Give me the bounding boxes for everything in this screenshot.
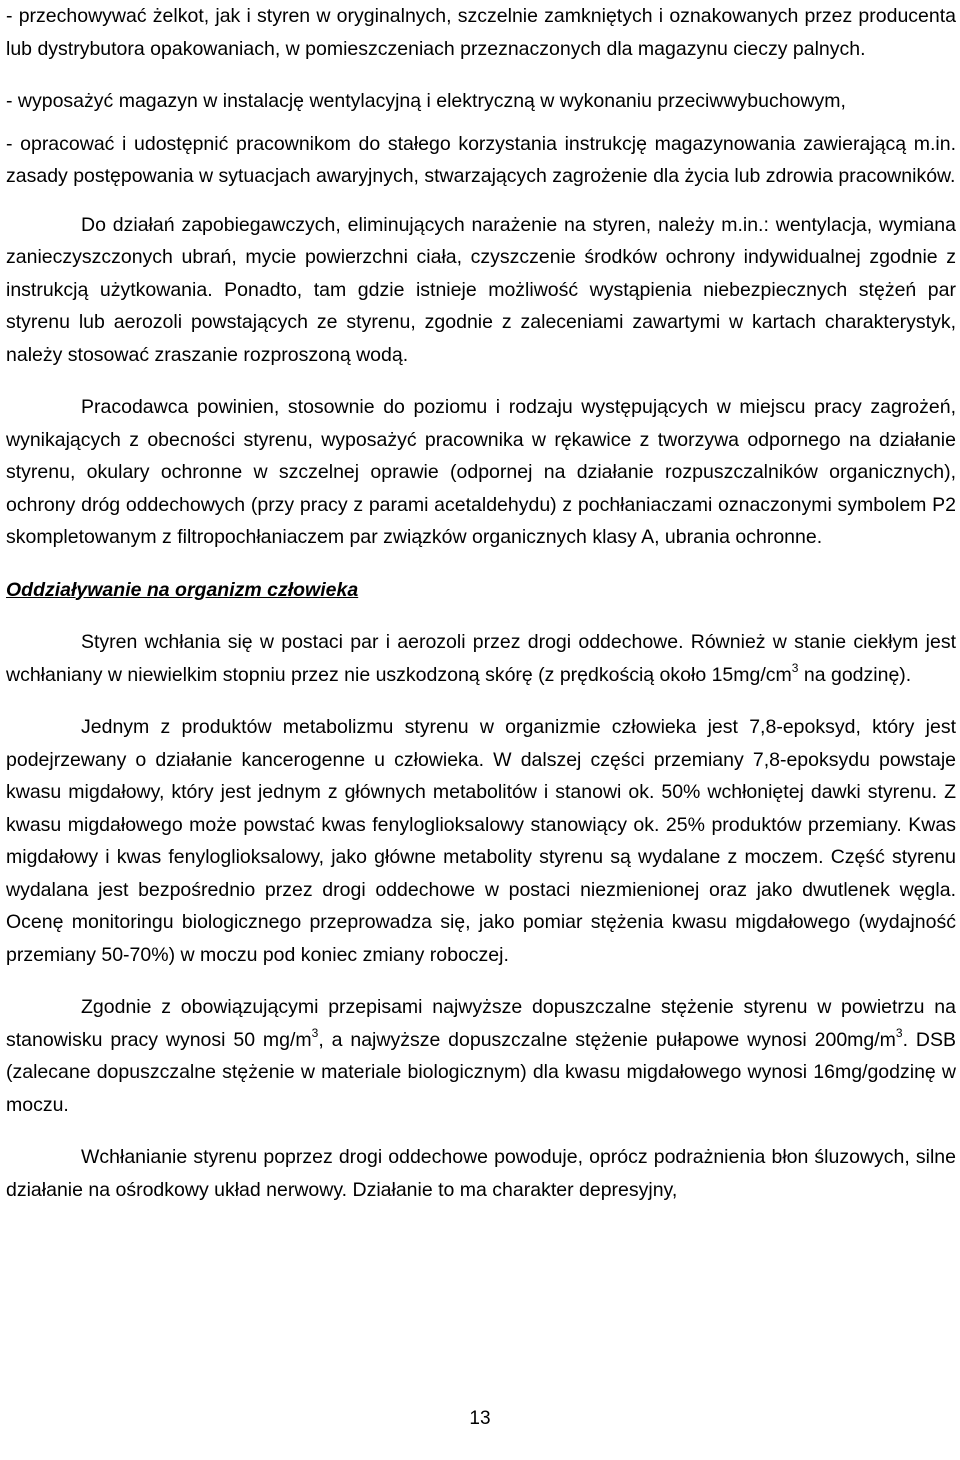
document-page [6, 0, 956, 1206]
absorption-text-end: na godzinę). [798, 663, 912, 686]
limits-text-2: , a najwyższe dopuszczalne stężenie pułapowe wynosi 200mg/m [318, 1028, 896, 1051]
heading-text: Oddziaływanie na organizm człowieka [6, 578, 359, 601]
paragraph-limits [6, 991, 956, 1121]
paragraph-metabolism: Jednym z produktów metabolizmu styrenu w organizmie człowieka jest 7,8-epoksyd, który jest podejrzewany o działanie kancerogenne u człowieka. W dalszej części przemiany 7,8-epoksydu powstaje kwasu migdałowy, który jest jednym z głównych metabolitów i stanowi ok. 50% wchłoniętej dawki styrenu. Z kwasu migdałowego może powstać kwas fenyloglioksalowy stanowiący ok. 25% produktów przemiany. Kwas migdałowy i kwas fenyloglioksalowy, jako główne metabolity styrenu są wydalane z moczem. Część styrenu wydalana jest bezpośrednio przez drogi oddechowe w postaci niezmienionej oraz jako dwutlenek węgla. Ocenę monitoringu biologicznego przeprowadza się, jako pomiar stężenia kwasu migdałowego (wydajność przemiany 50-70%) w moczu pod koniec zmiany roboczej. [6, 716, 956, 966]
limits-superscript-1: 3 [311, 1025, 319, 1040]
absorption-text: Styren wchłania się w postaci par i aerozoli przez drogi oddechowe. Również w stanie ciekłym jest wchłaniany w niewielkim stopniu przez nie uszkodzoną skórę (z prędkością około 15mg/cm [6, 631, 956, 686]
paragraph-absorption [6, 626, 956, 691]
paragraph-effects: Wchłanianie styrenu poprzez drogi oddechowe powoduje, oprócz podrażnienia błon śluzowych, silne działanie na ośrodkowy układ nerwowy. Działanie to ma charakter depresyjny, [6, 1146, 956, 1201]
page-number: 13 [469, 1408, 491, 1429]
list-item-storage: - przechowywać żelkot, jak i styren w oryginalnych, szczelnie zamkniętych i oznakowanych przez producenta lub dystrybutora opakowaniach, w pomieszczeniach przeznaczonych dla magazynu cieczy palnych. [6, 5, 956, 60]
paragraph-employer: Pracodawca powinien, stosownie do poziomu i rodzaju występujących w miejscu pracy zagrożeń, wynikających z obecności styrenu, wyposażyć pracownika w rękawice z tworzywa odpornego na działanie styrenu, okulary ochronne w szczelnej oprawie (odpornej na działanie rozpuszczalników organicznych), ochrony dróg oddechowych (przy pracy z parami acetaldehydu) z pochłaniaczami oznaczonymi symbolem P2 skompletowanym z filtropochłaniaczem par związków organicznych klasy A, ubrania ochronne. [6, 396, 956, 548]
list-item-instructions: - opracować i udostępnić pracownikom do stałego korzystania instrukcję magazynowania zawierającą m.in. zasady postępowania w sytuacjach awaryjnych, stwarzających zagrożenie dla życia lub zdrowia pracowników. [6, 132, 956, 187]
limits-text-1: Zgodnie z obowiązującymi przepisami najwyższe dopuszczalne stężenie styrenu w powietrzu na stanowisku pracy wynosi 50 mg/m [6, 996, 956, 1051]
section-heading [6, 574, 956, 607]
limits-text-3: . DSB (zalecane dopuszczalne stężenie w materiale biologicznym) dla kwasu migdałowego wynosi 16mg/godzinę w moczu. [6, 1028, 956, 1116]
limits-superscript-2: 3 [895, 1025, 903, 1040]
list-item-ventilation: - wyposażyć magazyn w instalację wentylacyjną i elektryczną w wykonaniu przeciwwybuchowym, [6, 90, 846, 112]
absorption-superscript: 3 [791, 660, 799, 675]
paragraph-prevention: Do działań zapobiegawczych, eliminujących narażenie na styren, należy m.in.: wentylacja, wymiana zanieczyszczonych ubrań, mycie powierzchni ciała, czyszczenie środków ochrony indywidualnej zgodnie z instrukcją użytkowania. Ponadto, tam gdzie istnieje możliwość wystąpienia niebezpiecznych stężeń par styrenu lub aerozoli powstających ze styrenu, zgodnie z zaleceniami zawartymi w kartach charakterystyk, należy stosować zraszanie rozproszoną wodą. [6, 213, 956, 366]
